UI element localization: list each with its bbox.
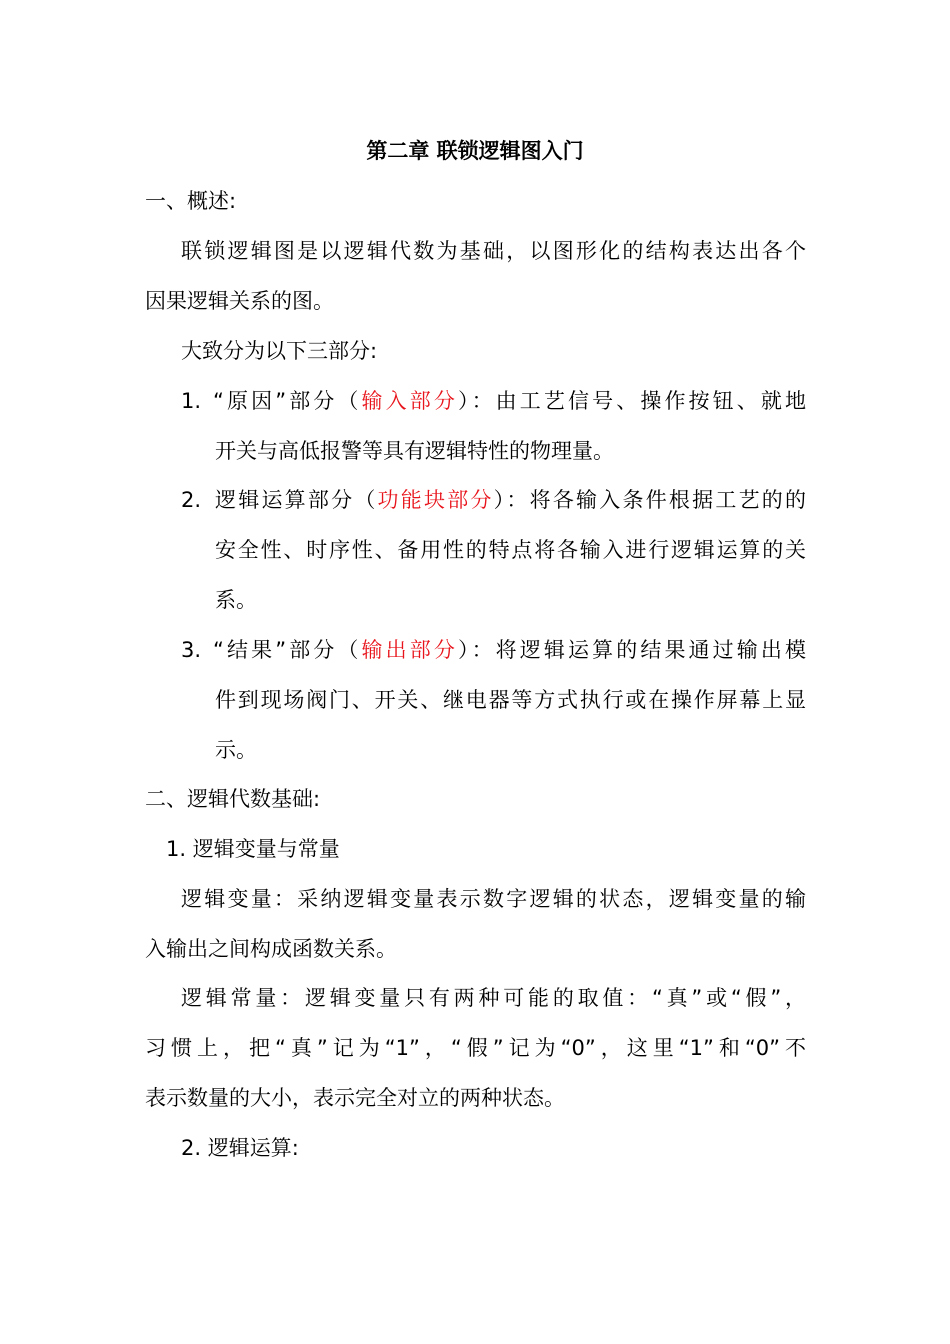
list-item-number: 2. xyxy=(181,488,202,512)
highlight-text: 输入部分 xyxy=(361,389,458,413)
constants-para-line-3: 表示数量的大小，表示完全对立的两种状态。 xyxy=(145,1086,565,1110)
list-item-continuation: 开关与高低报警等具有逻辑特性的物理量。 xyxy=(215,439,614,463)
list-item-line: “结果”部分（输出部分）：将逻辑运算的结果通过输出模 xyxy=(213,638,806,662)
constants-para-line-2: 习惯上，把“真”记为“1”，“假”记为“0”，这里“1”和“0”不 xyxy=(145,1036,806,1060)
list-item-continuation: 安全性、时序性、备用性的特点将各输入进行逻辑运算的关 xyxy=(215,538,806,562)
list-item-continuation: 件到现场阀门、开关、继电器等方式执行或在操作屏幕上显 xyxy=(215,688,806,712)
list-item-continuation: 示。 xyxy=(215,738,257,762)
subheading-logic-operations: 2. 逻辑运算: xyxy=(181,1136,299,1160)
constants-para-line-1: 逻辑常量：逻辑变量只有两种可能的取值：“真”或“假”， xyxy=(181,986,806,1010)
section1-heading: 一、概述: xyxy=(145,189,237,213)
list-item-number: 1. xyxy=(181,389,202,413)
list-item-number: 3. xyxy=(181,638,202,662)
highlight-text: 输出部分 xyxy=(361,638,458,662)
overview-para-line-1: 联锁逻辑图是以逻辑代数为基础，以图形化的结构表达出各个 xyxy=(181,239,806,263)
highlight-text: 功能块部分 xyxy=(377,488,494,512)
list-item-line: 逻辑运算部分（功能块部分）：将各输入条件根据工艺的的 xyxy=(215,488,807,512)
overview-para2: 大致分为以下三部分: xyxy=(181,339,378,363)
list-item-line: “原因”部分（输入部分）：由工艺信号、操作按钮、就地 xyxy=(213,389,806,413)
overview-para-line-2: 因果逻辑关系的图。 xyxy=(145,289,334,313)
chapter-title: 第二章 联锁逻辑图入门 xyxy=(366,139,584,163)
list-item-continuation: 系。 xyxy=(215,588,257,612)
subheading-logic-variables: 1. 逻辑变量与常量 xyxy=(166,837,340,861)
variables-para-line-1: 逻辑变量：采纳逻辑变量表示数字逻辑的状态，逻辑变量的输 xyxy=(181,887,806,911)
section2-heading: 二、逻辑代数基础: xyxy=(145,787,321,811)
variables-para-line-2: 入输出之间构成函数关系。 xyxy=(145,937,397,961)
